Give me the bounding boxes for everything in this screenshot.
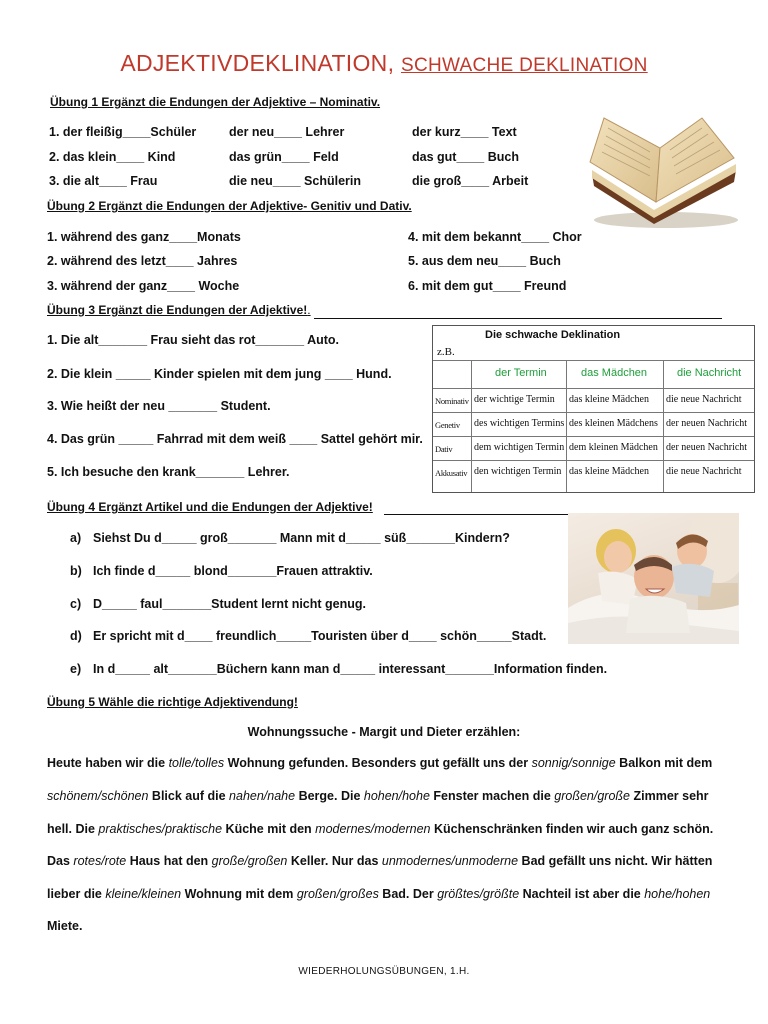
text-fragment: Küchenschränken finden wir auch ganz schön. xyxy=(430,822,714,836)
page-footer: WIEDERHOLUNGSÜBUNGEN, 1.H. xyxy=(298,966,470,977)
adjective-choice: große/großen xyxy=(211,854,288,868)
table-rule xyxy=(566,360,567,492)
exercise-1-item: 3. die alt____ Frau xyxy=(49,174,158,188)
table-zb: z.B. xyxy=(437,346,455,358)
text-fragment: Balkon mit dem xyxy=(615,756,713,770)
exercise-4-item: Ich finde d_____ blond_______Frauen attraktiv. xyxy=(93,564,373,578)
table-cell: das kleine Mädchen xyxy=(569,466,649,477)
adjective-choice: hohen/hohe xyxy=(363,789,430,803)
table-column-header: das Mädchen xyxy=(581,367,648,379)
table-cell: den wichtigen Termin xyxy=(474,466,562,477)
exercise-5-line xyxy=(47,919,82,933)
declension-table xyxy=(432,325,755,493)
table-rule xyxy=(433,388,754,389)
adjective-choice: rotes/rote xyxy=(73,854,127,868)
table-rule xyxy=(433,460,754,461)
exercise-1-item: der kurz____ Text xyxy=(412,125,517,139)
title-sub: SCHWACHE DEKLINATION xyxy=(400,55,648,76)
text-fragment: Zimmer sehr xyxy=(630,789,709,803)
exercise-4-letter: d) xyxy=(70,629,82,643)
exercise-4-heading: Übung 4 Ergänzt Artikel und die Endungen der Adjektive! xyxy=(47,500,373,514)
exercise-3-item: 2. Die klein _____ Kinder spielen mit dem jung ____ Hund. xyxy=(47,367,392,381)
exercise-1-item: die neu____ Schülerin xyxy=(229,174,361,188)
text-fragment: Keller. Nur das xyxy=(287,854,382,868)
adjective-choice: schönem/schönen xyxy=(47,789,149,803)
table-cell: des kleinen Mädchens xyxy=(569,418,658,429)
exercise-4-letter: e) xyxy=(70,662,82,676)
open-book-image xyxy=(584,112,742,232)
exercise-4-item: Er spricht mit d____ freundlich_____Touristen über d____ schön_____Stadt. xyxy=(93,629,547,643)
table-cell: das kleine Mädchen xyxy=(569,394,649,405)
text-fragment: Wohnung mit dem xyxy=(181,887,297,901)
table-cell: dem wichtigen Termin xyxy=(474,442,565,453)
adjective-choice: großen/große xyxy=(554,789,631,803)
exercise-5-line xyxy=(47,756,712,770)
text-fragment: lieber die xyxy=(47,887,106,901)
table-cell: dem kleinen Mädchen xyxy=(569,442,658,453)
text-fragment: hell. Die xyxy=(47,822,99,836)
family-photo-icon xyxy=(568,513,739,644)
exercise-2-item: 5. aus dem neu____ Buch xyxy=(408,254,561,268)
table-cell: des wichtigen Termins xyxy=(474,418,565,429)
adjective-choice: großen/großes xyxy=(296,887,379,901)
exercise-5-line xyxy=(47,854,712,868)
exercise-3-item: 3. Wie heißt der neu _______ Student. xyxy=(47,399,271,413)
exercise-2-item: 6. mit dem gut____ Freund xyxy=(408,279,567,293)
table-column-header: die Nachricht xyxy=(677,367,742,379)
exercise-3-item: 1. Die alt_______ Frau sieht das rot_______ Auto. xyxy=(47,333,340,347)
table-row-label: Dativ xyxy=(435,444,453,454)
exercise-1-heading: Übung 1 Ergänzt die Endungen der Adjektive – Nominativ. xyxy=(50,95,381,109)
table-rule xyxy=(433,436,754,437)
exercise-1-item: 1. der fleißig____Schüler xyxy=(49,125,197,139)
table-cell: die neue Nachricht xyxy=(666,466,742,477)
table-cell: der wichtige Termin xyxy=(474,394,555,405)
exercise-4-letter: b) xyxy=(70,564,82,578)
exercise-1-item: 2. das klein____ Kind xyxy=(49,150,176,164)
table-cell: der neuen Nachricht xyxy=(666,442,748,453)
adjective-choice: praktisches/praktische xyxy=(98,822,223,836)
text-fragment: Blick auf die xyxy=(148,789,230,803)
text-fragment: Berge. Die xyxy=(295,789,364,803)
exercise-5-line xyxy=(47,887,710,901)
exercise-1-item: das grün____ Feld xyxy=(229,150,339,164)
text-fragment: Küche mit den xyxy=(222,822,316,836)
exercise-5-line xyxy=(47,822,713,836)
text-fragment: Nachteil ist aber die xyxy=(519,887,645,901)
table-row-label: Nominativ xyxy=(435,396,469,406)
text-fragment: Wohnung gefunden. Besonders gut gefällt uns der xyxy=(224,756,532,770)
exercise-5-line xyxy=(47,789,709,803)
exercise-5-heading: Übung 5 Wähle die richtige Adjektivendung! xyxy=(47,695,298,709)
exercise-4-item: Siehst Du d_____ groß_______ Mann mit d_____ süß_______Kindern? xyxy=(93,531,510,545)
adjective-choice: sonnig/sonnige xyxy=(531,756,616,770)
divider-line xyxy=(314,318,722,319)
table-cell: die neue Nachricht xyxy=(666,394,742,405)
exercise-2-item: 3. während der ganz____ Woche xyxy=(47,279,240,293)
text-fragment: Haus hat den xyxy=(126,854,212,868)
adjective-choice: nahen/nahe xyxy=(229,789,296,803)
table-rule xyxy=(663,360,664,492)
exercise-2-item: 1. während des ganz____Monats xyxy=(47,230,241,244)
adjective-choice: unmodernes/unmoderne xyxy=(381,854,519,868)
text-fragment: Bad. Der xyxy=(378,887,438,901)
adjective-choice: tolle/tolles xyxy=(168,756,225,770)
table-rule xyxy=(471,360,472,492)
exercise-3-item: 4. Das grün _____ Fahrrad mit dem weiß ____ Sattel gehört mir. xyxy=(47,432,423,446)
exercise-2-item: 2. während des letzt____ Jahres xyxy=(47,254,238,268)
exercise-1-item: die groß____ Arbeit xyxy=(412,174,529,188)
text-fragment: Bad gefällt uns nicht. Wir hätten xyxy=(518,854,713,868)
text-fragment: Heute haben wir die xyxy=(47,756,169,770)
exercise-2-item: 4. mit dem bekannt____ Chor xyxy=(408,230,582,244)
exercise-3-heading-text: Übung 3 Ergänzt die Endungen der Adjektive! xyxy=(47,303,308,317)
exercise-3-item: 5. Ich besuche den krank_______ Lehrer. xyxy=(47,465,290,479)
table-column-header: der Termin xyxy=(495,367,547,379)
book-icon xyxy=(584,112,742,232)
exercise-3-heading-tail: . xyxy=(307,303,311,317)
exercise-5-subtitle: Wohnungssuche - Margit und Dieter erzählen: xyxy=(247,725,521,739)
adjective-choice: kleine/kleinen xyxy=(105,887,182,901)
exercise-4-item: D_____ faul_______Student lernt nicht genug. xyxy=(93,597,366,611)
exercise-1-item: das gut____ Buch xyxy=(412,150,519,164)
page-title xyxy=(0,50,768,77)
table-rule xyxy=(433,360,754,361)
exercise-3-heading xyxy=(47,303,311,317)
adjective-choice: modernes/modernen xyxy=(315,822,431,836)
exercise-4-letter: a) xyxy=(70,531,82,545)
exercise-1-item: der neu____ Lehrer xyxy=(229,125,345,139)
family-photo xyxy=(568,513,739,644)
table-caption: Die schwache Deklination xyxy=(485,329,621,341)
text-fragment: Miete. xyxy=(47,919,83,933)
exercise-2-heading: Übung 2 Ergänzt die Endungen der Adjektive- Genitiv und Dativ. xyxy=(47,199,412,213)
table-cell: der neuen Nachricht xyxy=(666,418,748,429)
text-fragment: Fenster machen die xyxy=(429,789,555,803)
table-rule xyxy=(433,412,754,413)
exercise-4-item: In d_____ alt_______Büchern kann man d_____ interessant_______Information finden. xyxy=(93,662,608,676)
adjective-choice: größtes/größte xyxy=(437,887,520,901)
title-main: ADJEKTIVDEKLINATION, xyxy=(120,50,395,76)
table-row-label: Genetiv xyxy=(435,420,460,430)
text-fragment: Das xyxy=(47,854,74,868)
table-row-label: Akkusativ xyxy=(435,468,468,478)
adjective-choice: hohe/hohen xyxy=(644,887,711,901)
exercise-4-letter: c) xyxy=(70,597,82,611)
